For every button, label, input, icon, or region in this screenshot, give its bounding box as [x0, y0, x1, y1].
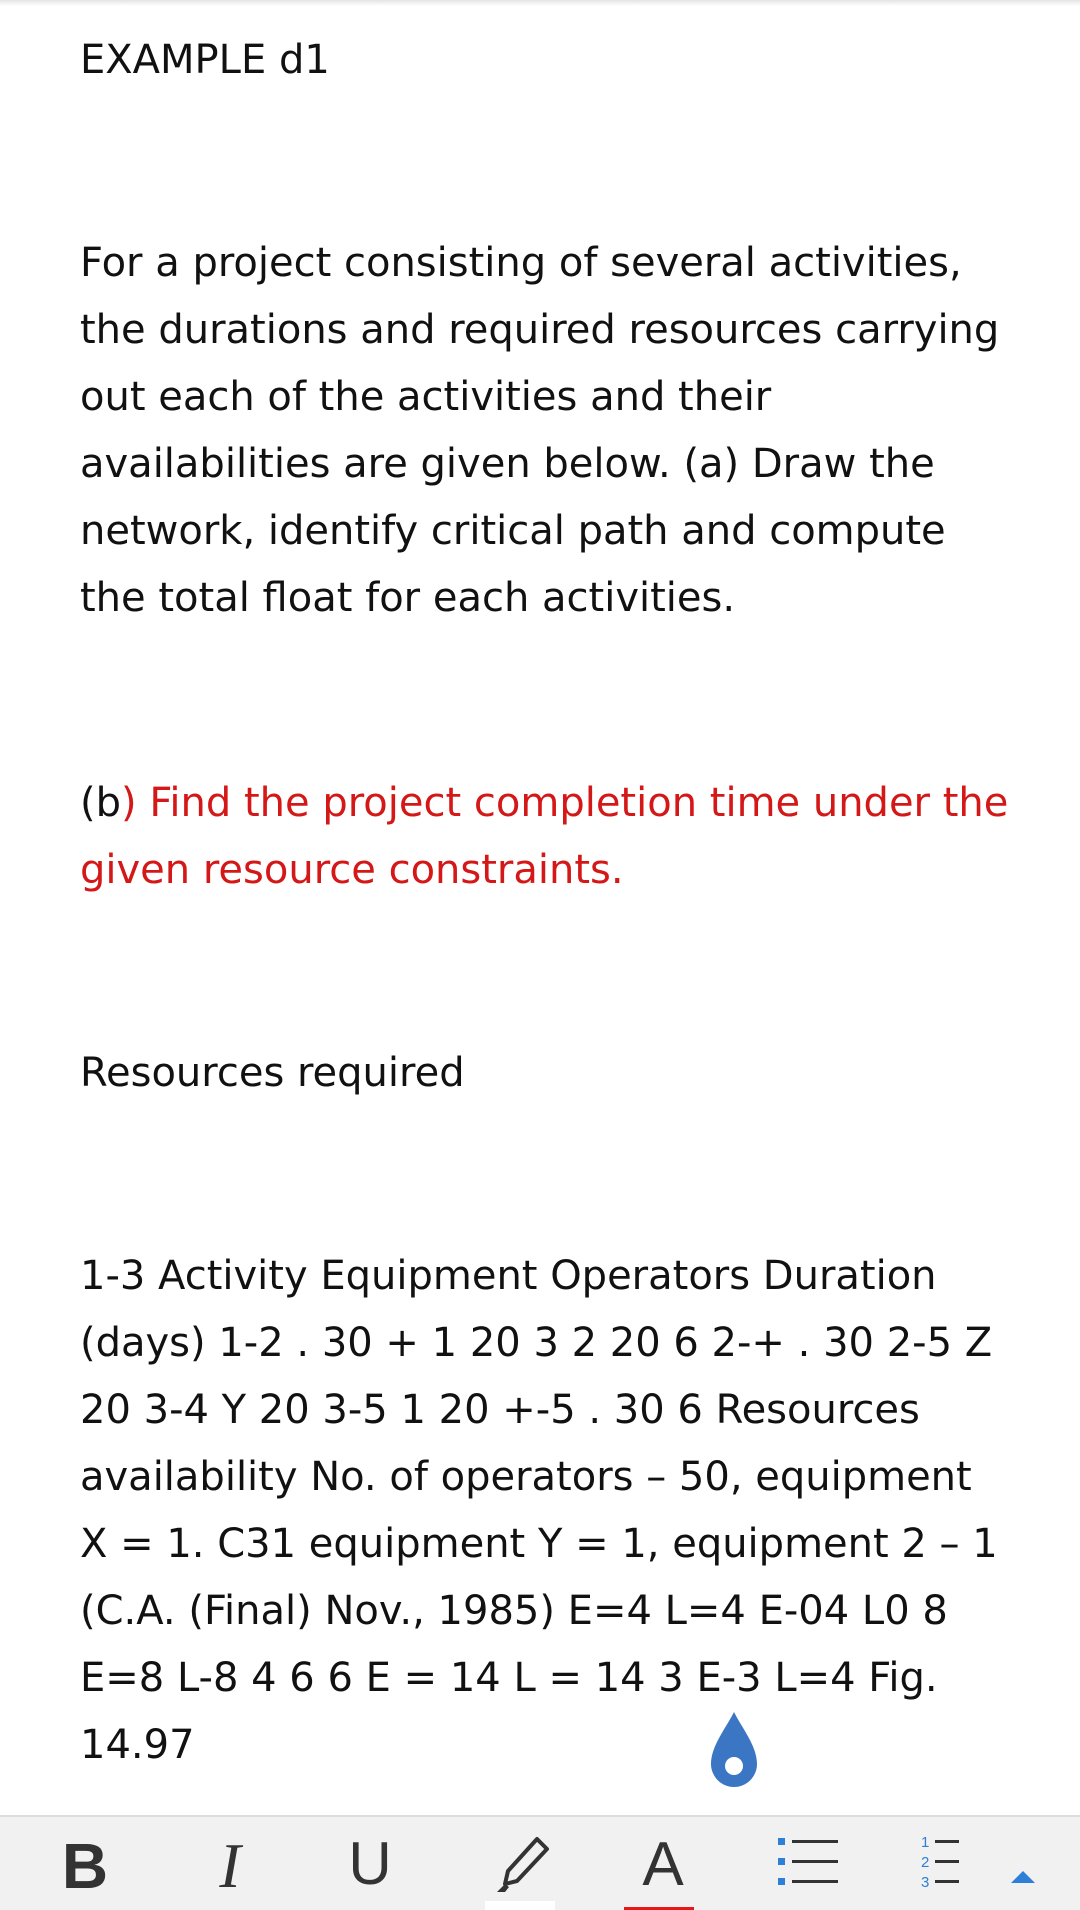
data-paragraph[interactable]: 1-3 Activity Equipment Operators Duration (days) 1-2 . 30 + 1 20 3 2 20 6 2-+ . 30 2-5 Z 20 3-4 Y 20 3-5 1 20 +-5 . 30 6 Resources availability No. of operators – 50, equipment X = 1. C31 equipment Y = 1, equipment 2 – 1 (C.A. (Final) Nov., 1985) E=4 L=4 E-04 L0 8 E=8 L-8 4 6 6 E = 14 L = 14 3 E-3 L=4 Fig. 14.97	[80, 1253, 998, 1768]
numbering-button[interactable]	[915, 1829, 965, 1910]
numbered-list-icon	[915, 1829, 965, 1910]
numbering-digit: 2	[921, 1854, 930, 1871]
highlight-button[interactable]	[485, 1829, 555, 1910]
bold-button[interactable]: B	[61, 1830, 109, 1902]
top-shadow	[0, 0, 1080, 6]
italic-button[interactable]: I	[219, 1830, 241, 1901]
expand-up-icon	[1008, 1867, 1038, 1887]
resources-heading[interactable]: Resources required	[80, 1050, 465, 1096]
font-color-button[interactable]	[628, 1829, 698, 1910]
numbering-digit: 3	[921, 1874, 930, 1891]
bullets-button[interactable]	[772, 1829, 844, 1910]
expand-toolbar-button[interactable]	[1005, 1867, 1041, 1910]
paragraph-a[interactable]: For a project consisting of several activities, the durations and required resources carrying out each of the activities and their availabilities are given below. (a) Draw the network, identify critical path and compute the total float for each activities.	[80, 240, 1000, 621]
bulleted-list-icon	[772, 1829, 844, 1910]
document-title[interactable]: EXAMPLE d1	[80, 37, 330, 83]
underline-button[interactable]: U	[348, 1830, 392, 1897]
text-cursor-handle-icon[interactable]	[708, 1710, 760, 1792]
font-color-label: A	[642, 1830, 684, 1899]
highlighter-icon	[485, 1829, 555, 1910]
formatting-toolbar	[0, 1815, 1080, 1910]
numbering-digit: 1	[921, 1834, 930, 1851]
paragraph-b-prefix: (b	[80, 780, 121, 826]
paragraph-b[interactable]	[80, 770, 1010, 904]
paragraph-b-red-text: ) Find the project completion time under the given resource constraints.	[80, 780, 1009, 893]
